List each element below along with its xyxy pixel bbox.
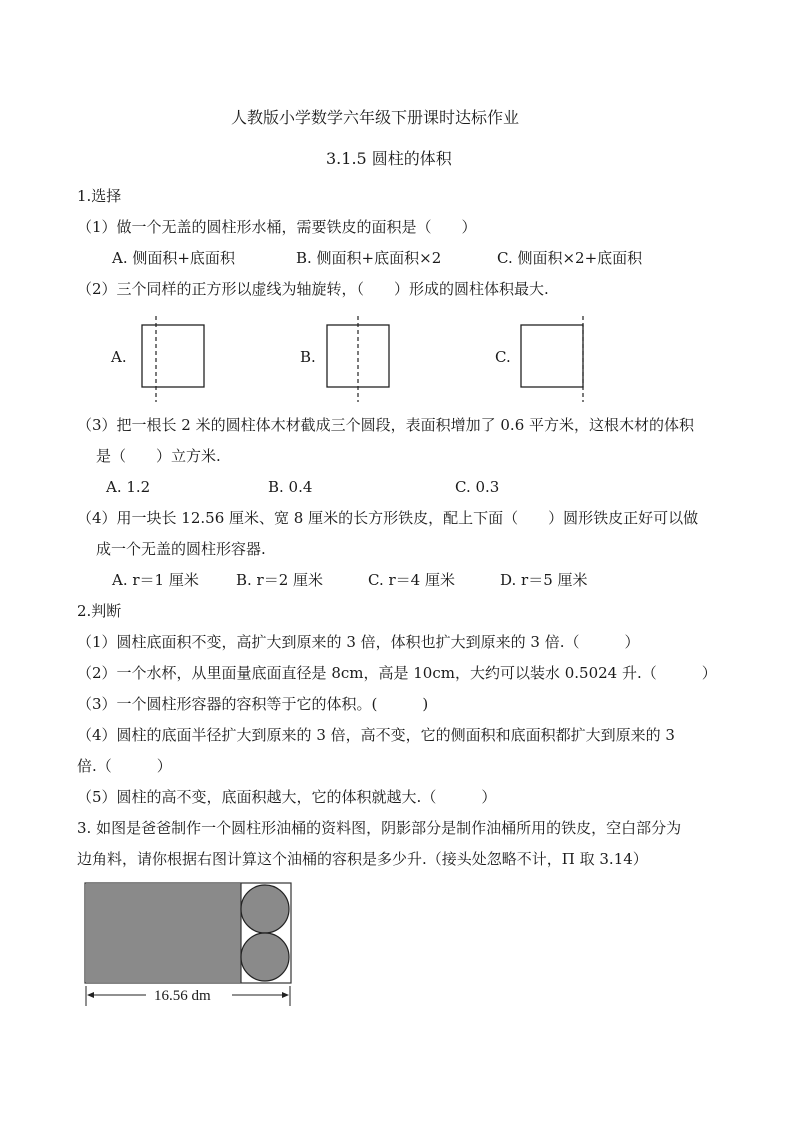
q1-stem: （1）做一个无盖的圆柱形水桶，需要铁皮的面积是（ ） [77, 218, 477, 236]
q3-option-c: C. 0.3 [455, 478, 500, 496]
judge-item-2: （2）一个水杯，从里面量底面直径是 8cm，高是 10cm，大约可以装水 0.5024 升.（ ） [77, 664, 717, 682]
bottom-base-circle [241, 933, 289, 981]
q4-stem-line1: （4）用一块长 12.56 厘米、宽 8 厘米的长方形铁皮，配上下面（ ）圆形铁皮正好可以做 [77, 509, 699, 527]
section3-line2: 边角料，请你根据右图计算这个油桶的容积是多少升.（接头处忽略不计，Π 取 3.14） [77, 850, 648, 868]
q2-label-a: A. [111, 348, 127, 366]
judge-item-1: （1）圆柱底面积不变，高扩大到原来的 3 倍，体积也扩大到原来的 3 倍.（ ） [77, 633, 640, 651]
section2-heading: 2.判断 [77, 602, 122, 620]
q4-option-d: D. r＝5 厘米 [500, 571, 588, 589]
q1-option-a: A. 侧面积+底面积 [112, 249, 235, 267]
judge-item-3: （3）一个圆柱形容器的容积等于它的体积。( ) [77, 695, 429, 713]
q2-label-b: B. [300, 348, 316, 366]
q4-option-c: C. r＝4 厘米 [368, 571, 455, 589]
judge-item-5: （5）圆柱的高不变，底面积越大，它的体积就越大.（ ） [77, 788, 497, 806]
q3-stem-line2: 是（ ）立方米. [96, 447, 221, 465]
q4-option-a: A. r＝1 厘米 [112, 571, 199, 589]
judge-item-4-line1: （4）圆柱的底面半径扩大到原来的 3 倍，高不变，它的侧面积和底面积都扩大到原来的 3 [77, 726, 675, 744]
top-base-circle [241, 885, 289, 933]
square-figure-c [517, 314, 591, 404]
dimension-label: 16.56 dm [154, 988, 211, 1004]
q1-option-c: C. 侧面积×2+底面积 [497, 249, 643, 267]
q2-label-c: C. [495, 348, 511, 366]
square-figure-a [140, 314, 210, 404]
page-title: 人教版小学数学六年级下册课时达标作业 [231, 108, 520, 127]
q1-option-b: B. 侧面积+底面积×2 [296, 249, 442, 267]
lateral-surface-shaded [86, 884, 241, 982]
section3-line1: 3. 如图是爸爸制作一个圆柱形油桶的资料图，阴影部分是制作油桶所用的铁皮，空白部分为 [77, 819, 682, 837]
q3-option-a: A. 1.2 [106, 478, 151, 496]
square-figure-b [325, 314, 395, 404]
q2-stem: （2）三个同样的正方形以虚线为轴旋转，（ ）形成的圆柱体积最大. [77, 280, 549, 298]
q4-option-b: B. r＝2 厘米 [236, 571, 324, 589]
judge-item-4-line2: 倍.（ ） [77, 757, 172, 775]
q3-option-b: B. 0.4 [268, 478, 313, 496]
q4-stem-line2: 成一个无盖的圆柱形容器. [96, 540, 266, 558]
oil-drum-diagram [84, 882, 304, 1012]
page-subtitle: 3.1.5 圆柱的体积 [326, 149, 452, 168]
q3-stem-line1: （3）把一根长 2 米的圆柱体木材截成三个圆段，表面积增加了 0.6 平方米，这根木材的体积 [77, 416, 695, 434]
section1-heading: 1.选择 [77, 187, 122, 205]
